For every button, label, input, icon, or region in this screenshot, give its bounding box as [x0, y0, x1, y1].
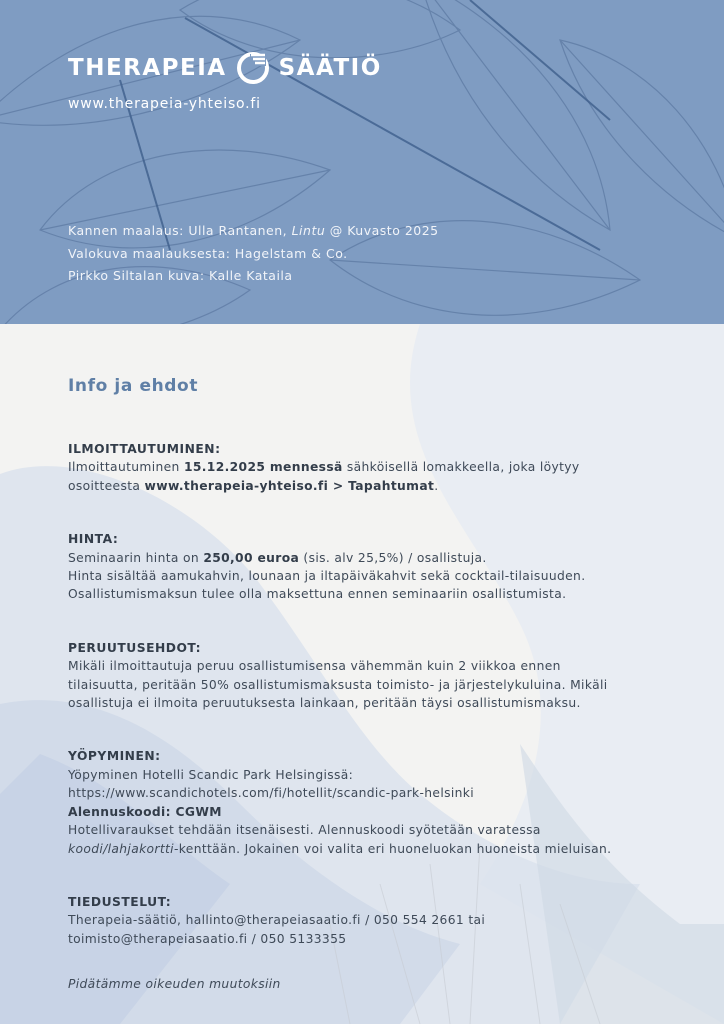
registration-heading: ILMOITTAUTUMINEN:	[68, 442, 221, 456]
price-section	[68, 530, 668, 604]
credit-line-1: Kannen maalaus: Ulla Rantanen, Lintu @ Kuvasto 2025	[68, 223, 439, 238]
registration-section	[68, 440, 668, 495]
accommodation-section	[68, 747, 668, 857]
cancellation-text: Mikäli ilmoittautuja peruu osallistumisensa vähemmän kuin 2 viikkoa ennen tilaisuutta, peritään 50% osallistumismaksusta toimisto- ja järjestelykuluina. Mikäli osallistuja ei ilmoita peruutuksesta lainkaan, peritään täysi osallistumismaksu.	[68, 659, 608, 711]
header-banner	[0, 0, 724, 324]
contact-text: Therapeia-säätiö, hallinto@therapeiasaatio.fi / 050 554 2661 tai toimisto@therapeiasaatio.fi / 050 5133355	[68, 913, 486, 946]
price-heading: HINTA:	[68, 532, 119, 547]
price-text: Seminaarin hinta on 250,00 euroa (sis. alv 25,5%) / osallistuja. Hinta sisältää aamukahvin, lounaan ja iltapäiväkahvit sekä cocktail-tilaisuuden. Osallistumismaksun tulee olla maksettuna ennen seminaariin osallistumista.	[68, 550, 586, 602]
logo-text-left: THERAPEIA	[68, 55, 227, 81]
image-credits	[68, 220, 439, 288]
registration-text: Ilmoittautuminen 15.12.2025 mennessä sähköisellä lomakkeella, joka löytyy osoitteesta www.therapeia-yhteiso.fi > Tapahtumat.	[68, 460, 580, 493]
cancellation-section	[68, 639, 668, 713]
hotel-link[interactable]: https://www.scandichotels.com/fi/hotellit/scandic-park-helsinki	[68, 786, 475, 801]
discount-code: Alennuskoodi: CGWM	[68, 804, 222, 819]
credit-line-3: Pirkko Siltalan kuva: Kalle Kataila	[68, 268, 293, 283]
website-url[interactable]: www.therapeia-yhteiso.fi	[68, 96, 261, 112]
registration-link[interactable]: www.therapeia-yhteiso.fi > Tapahtumat	[144, 478, 435, 493]
therapeia-logo	[68, 52, 382, 84]
credit-line-2: Valokuva maalauksesta: Hagelstam & Co.	[68, 245, 348, 261]
accommodation-text: Yöpyminen Hotelli Scandic Park Helsingissä: https://www.scandichotels.com/fi/hotellit/scandic-park-helsinki Alennuskoodi: CGWM Hotellivaraukset tehdään itsenäisesti. Alennuskoodi syötetään varatessa koodi/lahjakortti-kenttään. Jokainen voi valita eri huoneluokan huoneista mieluisan.	[68, 767, 612, 856]
contact-section	[68, 893, 668, 948]
disclaimer-note: Pidätämme oikeuden muutoksiin	[68, 977, 281, 992]
contact-heading: TIEDUSTELUT:	[68, 894, 172, 909]
accommodation-heading: YÖPYMINEN:	[68, 749, 161, 764]
cancellation-heading: PERUUTUSEHDOT:	[68, 640, 202, 655]
info-content	[68, 376, 668, 991]
page-title: Info ja ehdot	[68, 376, 199, 396]
logo-text-right: SÄÄTIÖ	[278, 55, 382, 81]
logo-mark-icon	[237, 52, 269, 84]
